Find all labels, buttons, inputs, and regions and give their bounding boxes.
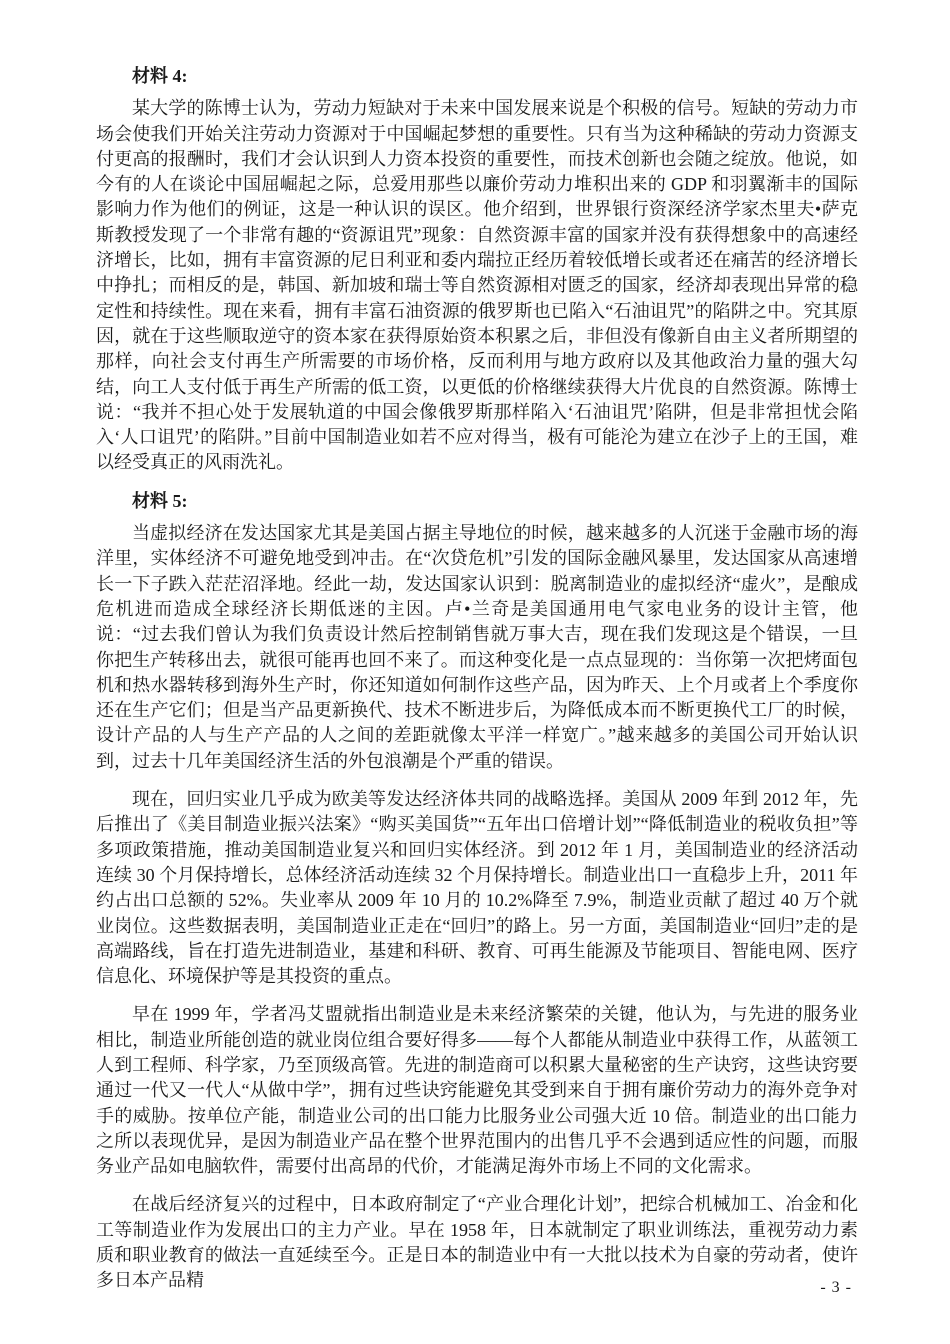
page-number: - 3 - [820,1279,852,1296]
material-4-paragraph: 某大学的陈博士认为，劳动力短缺对于未来中国发展来说是个积极的信号。短缺的劳动力市场会使我们开始关注劳动力资源对于中国崛起梦想的重要性。只有当为这种稀缺的劳动力资源支付更高的报酬时，我们才会认识到人力资本投资的重要性，而技术创新也会随之绽放。他说，如今有的人在谈论中国屈崛起之际，总爱用那些以廉价劳动力堆积出来的 GDP 和羽翼渐丰的国际影响力作为他们的例证，这是一种认识的误区。他介绍到，世界银行资深经济学家杰里夫•萨克斯教授发现了一个非常有趣的“资源诅咒”现象：自然资源丰富的国家并没有获得想象中的高速经济增长，比如，拥有丰富资源的尼日利亚和委内瑞拉正经历着较低增长或者还在痛苦的经济增长中挣扎；而相反的是，韩国、新加坡和瑞士等自然资源相对匮乏的国家，经济却表现出异常的稳定性和持续性。现在来看，拥有丰富石油资源的俄罗斯也已陷入“石油诅咒”的陷阱之中。究其原因，就在于这些顺取逆守的资本家在获得原始资本积累之后，非但没有像新自由主义者所期望的那样，向社会支付再生产所需要的市场价格，反而利用与地方政府以及其他政治力量的强大勾结，向工人支付低于再生产所需的低工资，以更低的价格继续获得大片优良的自然资源。陈博士说：“我并不担心处于发展轨道的中国会像俄罗斯那样陷入‘石油诅咒’陷阱，但是非常担忧会陷入‘人口诅咒’的陷阱。”目前中国制造业如若不应对得当，极有可能沦为建立在沙子上的王国，难以经受真正的风雨洗礼。 [96,98,858,473]
material-5-heading: 材料 5: [132,490,188,511]
page-content [96,64,858,1294]
material-5-paragraph-2: 现在，回归实业几乎成为欧美等发达经济体共同的战略选择。美国从 2009 年到 2012 年，先后推出了《美目制造业振兴法案》“购买美国货”“五年出口倍增计划”“降低制造业的税收负担”等多项政策措施，推动美国制造业复兴和回归实体经济。到 2012 年 1 月，美国制造业的经济活动连续 30 个月保持增长，总体经济活动连续 32 个月保持增长。制造业出口一直稳步上升，2011 年约占出口总额的 52%。失业率从 2009 年 10 月的 10.2%降至 7.9%，制造业贡献了超过 40 万个就业岗位。这些数据表明，美国制造业正走在“回归”的路上。另一方面，美国制造业“回归”走的是高端路线，旨在打造先进制造业，基建和科研、教育、可再生能源及节能项目、智能电网、医疗信息化、环境保护等是其投资的重点。 [96,789,858,987]
material-5-paragraph-3: 早在 1999 年，学者冯艾盟就指出制造业是未来经济繁荣的关键，他认为，与先进的服务业相比，制造业所能创造的就业岗位组合要好得多——每个人都能从制造业中获得工作，从蓝领工人到工程师、科学家，乃至顶级高管。先进的制造商可以积累大量秘密的生产诀窍，这些诀窍要通过一代又一代人“从做中学”，拥有过些诀窍能避免其受到来自于拥有廉价劳动力的海外竞争对手的威胁。按单位产能，制造业公司的出口能力比服务业公司强大近 10 倍。制造业的出口能力之所以表现优异，是因为制造业产品在整个世界范围内的出售几乎不会遇到适应性的问题，而服务业产品如电脑软件，需要付出高昂的代价，才能满足海外市场上不同的文化需求。 [96,1004,858,1177]
material-4-heading: 材料 4: [132,66,188,86]
material-5-paragraph-4: 在战后经济复兴的过程中，日本政府制定了“产业合理化计划”，把综合机械加工、冶金和化工等制造业作为发展出口的主力产业。早在 1958 年，日本就制定了职业训练法，重视劳动力素质和职业教育的做法一直延续至今。正是日本的制造业中有一大批以技术为自豪的劳动者，使许多日本产品精 [96,1194,858,1291]
material-5-paragraph-1: 当虚拟经济在发达国家尤其是美国占据主导地位的时候，越来越多的人沉迷于金融市场的海洋里，实体经济不可避免地受到冲击。在“次贷危机”引发的国际金融风暴里，发达国家从高速增长一下子跌入茫茫沼泽地。经此一劫，发达国家认识到：脱离制造业的虚拟经济“虚火”，是酿成危机进而造成全球经济长期低迷的主因。卢•兰奇是美国通用电气家电业务的设计主管，他说：“过去我们曾认为我们负责设计然后控制销售就万事大吉，现在我们发现这是个错误，一旦你把生产转移出去，就很可能再也回不来了。而这种变化是一点点显现的：当你第一次把烤面包机和热水器转移到海外生产时，你还知道如何制作这些产品，因为昨天、上个月或者上个季度你还在生产它们；但是当产品更新换代、技术不断进步后，为降低成本而不断更换代工厂的时候，设计产品的人与生产产品的人之间的差距就像太平洋一样宽广。”越来越多的美国公司开始认识到，过去十几年美国经济生活的外包浪潮是个严重的错误。 [96,523,858,771]
